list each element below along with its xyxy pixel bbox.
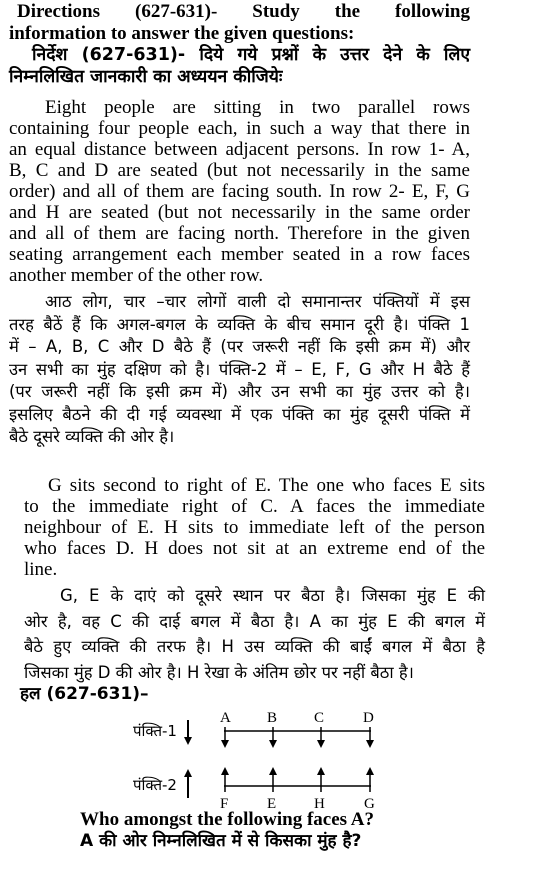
paragraph1-hi-line-6: इसलिए बैठने की दी गई व्यवस्था में एक पंक्ति का मुंह दूसरी पंक्ति में bbox=[9, 404, 470, 424]
row1-person-D: D bbox=[363, 710, 374, 726]
paragraph2-en-line-1: G sits second to right of E. The one who faces E sits bbox=[48, 475, 485, 496]
paragraph1-hi-line-4: उन सभी का मुंह दक्षिण को है। पंक्ति-2 में – E, F, G और H बैठे हैं bbox=[9, 359, 470, 379]
paragraph2-en-line-5: line. bbox=[24, 559, 58, 580]
row1 bbox=[220, 710, 374, 744]
paragraph-1-hi bbox=[9, 291, 470, 449]
paragraph2-hi-line-3: बैठे हुए व्यक्ति की तरफ है। H उस व्यक्ति की बाईं बगल में बैठा है bbox=[24, 637, 485, 656]
seating-diagram bbox=[0, 700, 559, 815]
paragraph1-hi-line-1: आठ लोग, चार –चार लोगों वाली दो समानान्तर पंक्तियों में इस bbox=[45, 292, 470, 311]
paragraph1-en-line-4: B, C and D are seated (but not necessarily in the same bbox=[9, 160, 470, 181]
row2-label: पंक्ति-2 bbox=[133, 776, 177, 794]
directions-hi bbox=[9, 44, 470, 88]
paragraph-2-en bbox=[24, 475, 485, 580]
row1-label: पंक्ति-1 bbox=[133, 722, 177, 740]
directions-hi-line-1: निर्देश (627-631)- दिये गये प्रश्नों के उत्तर देने के लिए bbox=[32, 45, 470, 65]
row1-person-A: A bbox=[220, 710, 231, 726]
directions-en-line-1: Directions (627-631)- Study the following bbox=[17, 1, 470, 22]
paragraph1-en-line-5: order) and all of them are facing south. In row 2- E, F, G bbox=[9, 181, 470, 202]
row2-person-G: G bbox=[364, 796, 375, 812]
paragraph-1-en bbox=[9, 97, 470, 286]
paragraph1-en-line-6: and H are seated (but not necessarily in the same order bbox=[9, 202, 470, 223]
paragraph2-hi-line-2: ओर है, वह C की दाई बगल में बैठा है। A का मुंह E की बगल में bbox=[24, 611, 485, 631]
paragraph1-hi-line-5: (पर जरूरी नहीं कि इसी क्रम में) और उन सभी का मुंह उत्तर को है। bbox=[9, 382, 470, 401]
paragraph1-en-line-8: seating arrangement each member seated in a row faces bbox=[9, 244, 470, 265]
paragraph1-en-line-9: another member of the other row. bbox=[9, 265, 264, 286]
paragraph-2-hi bbox=[24, 583, 485, 685]
paragraph2-hi-line-4: जिसका मुंह D की ओर है। H रेखा के अंतिम छोर पर नहीं बैठा है। bbox=[24, 662, 414, 682]
directions-hi-line-2: निम्नलिखित जानकारी का अध्ययन कीजियेः bbox=[9, 67, 283, 87]
paragraph2-en-line-4: who faces D. H does not sit at an extreme end of the bbox=[24, 538, 485, 559]
paragraph1-hi-line-7: बैठे दूसरे व्यक्ति की ओर है। bbox=[9, 427, 175, 446]
paragraph1-hi-line-2: तरह बैठें हैं कि अगल-बगल के व्यक्ति के बीच समान दूरी है। पंक्ति 1 bbox=[9, 314, 470, 334]
paragraph2-en-line-3: neighbour of E. H sits to immediate left of the person bbox=[24, 517, 485, 538]
paragraph1-en-line-1: Eight people are sitting in two parallel rows bbox=[45, 97, 470, 118]
row2-person-F: F bbox=[220, 796, 229, 812]
seating-diagram-svg bbox=[0, 700, 559, 815]
solution-heading: हल (627-631)– bbox=[20, 684, 149, 704]
paragraph1-hi-line-3: में – A, B, C और D बैठे हैं (पर जरूरी नहीं कि इसी क्रम में) और bbox=[9, 337, 470, 356]
row2 bbox=[220, 771, 375, 812]
directions-en-line-2: information to answer the given questions: bbox=[9, 23, 355, 44]
question-en: Who amongst the following faces A? bbox=[80, 809, 374, 830]
row1-person-C: C bbox=[314, 710, 325, 726]
paragraph2-en-line-2: to the immediate right of C. A faces the immediate bbox=[24, 496, 485, 517]
row2-person-H: H bbox=[314, 796, 325, 812]
question-hi: A की ओर निम्नलिखित में से किसका मुंह है? bbox=[80, 831, 362, 851]
paragraph1-en-line-2: containing four people each, in such a way that there in bbox=[9, 118, 470, 139]
paragraph1-en-line-3: an equal distance between adjacent persons. In row 1- A, bbox=[9, 139, 470, 160]
row2-person-E: E bbox=[267, 796, 277, 812]
paragraph2-hi-line-1: G, E के दाएं को दूसरे स्थान पर बैठा है। जिसका मुंह E की bbox=[60, 586, 485, 605]
paragraph1-en-line-7: and all of them are facing north. Therefore in the given bbox=[9, 223, 470, 244]
row1-person-B: B bbox=[267, 710, 278, 726]
directions-en bbox=[9, 1, 470, 44]
